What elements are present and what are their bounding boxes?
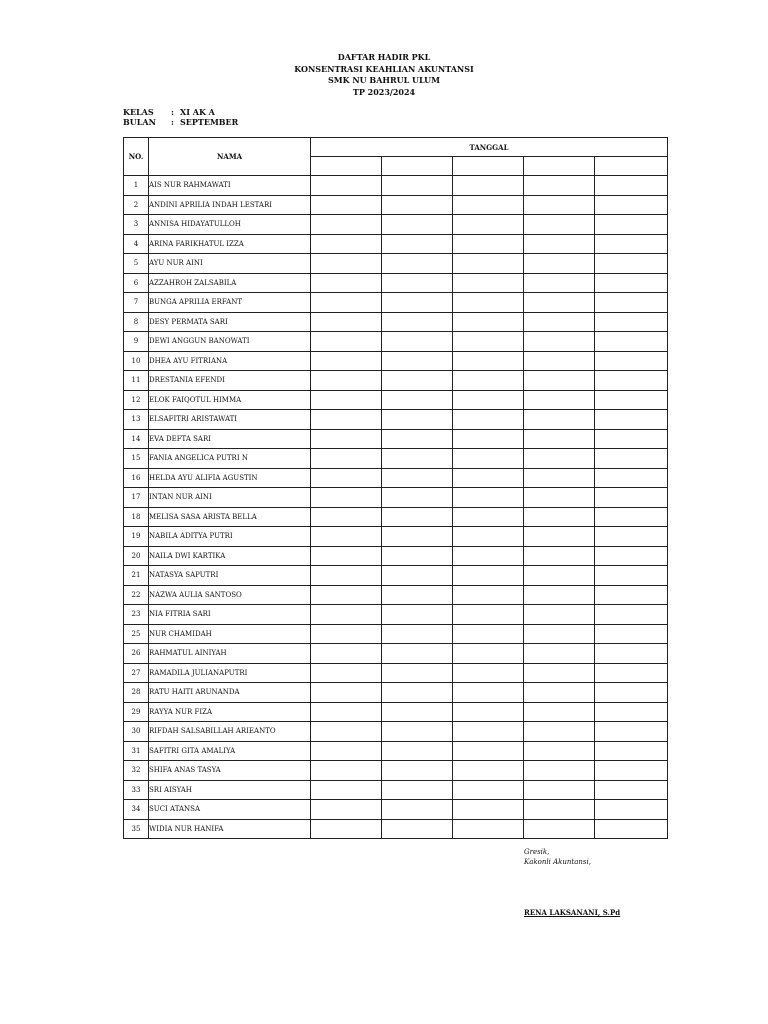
attendance-cell — [382, 488, 453, 508]
table-row — [124, 780, 668, 800]
attendance-cell — [382, 390, 453, 410]
row-number: 10 — [124, 351, 149, 371]
row-number: 20 — [124, 546, 149, 566]
table-row — [124, 663, 668, 683]
kelas-info — [123, 107, 215, 117]
row-number: 22 — [124, 585, 149, 605]
attendance-cell — [595, 410, 668, 430]
student-name: RIFDAH SALSABILLAH ARIEANTO — [149, 722, 311, 742]
attendance-cell — [382, 624, 453, 644]
table-row — [124, 507, 668, 527]
attendance-cell — [524, 449, 595, 469]
attendance-cell — [382, 800, 453, 820]
attendance-cell — [453, 527, 524, 547]
table-row — [124, 273, 668, 293]
attendance-cell — [595, 702, 668, 722]
attendance-cell — [524, 761, 595, 781]
student-name: DEWI ANGGUN BANOWATI — [149, 332, 311, 352]
attendance-cell — [311, 624, 382, 644]
attendance-cell — [311, 819, 382, 839]
attendance-cell — [311, 273, 382, 293]
table-row — [124, 312, 668, 332]
attendance-cell — [311, 390, 382, 410]
attendance-cell — [311, 234, 382, 254]
title-line-3: SMK NU BAHRUL ULUM — [327, 75, 440, 85]
attendance-cell — [453, 176, 524, 196]
attendance-cell — [524, 585, 595, 605]
attendance-cell — [311, 780, 382, 800]
attendance-cell — [595, 663, 668, 683]
row-number: 2 — [124, 195, 149, 215]
attendance-cell — [524, 312, 595, 332]
attendance-cell — [595, 546, 668, 566]
row-number: 28 — [124, 683, 149, 703]
header-tanggal: TANGGAL — [311, 138, 668, 157]
attendance-cell — [524, 371, 595, 391]
attendance-cell — [453, 371, 524, 391]
attendance-cell — [453, 390, 524, 410]
attendance-cell — [595, 800, 668, 820]
row-number: 15 — [124, 449, 149, 469]
attendance-cell — [453, 332, 524, 352]
attendance-cell — [524, 293, 595, 313]
attendance-cell — [311, 800, 382, 820]
attendance-cell — [382, 566, 453, 586]
attendance-cell — [453, 800, 524, 820]
student-name: MELISA SASA ARISTA BELLA — [149, 507, 311, 527]
attendance-cell — [382, 507, 453, 527]
attendance-cell — [311, 195, 382, 215]
attendance-cell — [382, 371, 453, 391]
table-row — [124, 702, 668, 722]
attendance-cell — [524, 741, 595, 761]
attendance-cell — [453, 312, 524, 332]
table-row — [124, 390, 668, 410]
attendance-cell — [311, 546, 382, 566]
attendance-cell — [382, 741, 453, 761]
row-number: 9 — [124, 332, 149, 352]
attendance-cell — [453, 546, 524, 566]
attendance-cell — [311, 566, 382, 586]
student-name: NATASYA SAPUTRI — [149, 566, 311, 586]
row-number: 13 — [124, 410, 149, 430]
row-number: 14 — [124, 429, 149, 449]
title-line-2: KONSENTRASI KEAHLIAN AKUNTANSI — [294, 63, 474, 74]
attendance-cell — [524, 429, 595, 449]
bulan-label: BULAN — [123, 117, 156, 127]
attendance-cell — [311, 468, 382, 488]
attendance-cell — [311, 527, 382, 547]
kelas-label: KELAS — [123, 107, 154, 117]
attendance-cell — [382, 293, 453, 313]
attendance-cell — [311, 351, 382, 371]
student-name: AIS NUR RAHMAWATI — [149, 176, 311, 196]
attendance-cell — [453, 410, 524, 430]
attendance-cell — [311, 644, 382, 664]
attendance-cell — [382, 176, 453, 196]
table-row — [124, 644, 668, 664]
row-number: 12 — [124, 390, 149, 410]
attendance-cell — [524, 566, 595, 586]
attendance-cell — [311, 761, 382, 781]
table-row — [124, 234, 668, 254]
attendance-cell — [595, 429, 668, 449]
attendance-cell — [524, 390, 595, 410]
row-number: 18 — [124, 507, 149, 527]
attendance-cell — [382, 527, 453, 547]
attendance-cell — [382, 761, 453, 781]
row-number: 25 — [124, 624, 149, 644]
student-name: INTAN NUR AINI — [149, 488, 311, 508]
attendance-cell — [382, 644, 453, 664]
bulan-value: SEPTEMBER — [180, 117, 239, 127]
attendance-cell — [524, 332, 595, 352]
attendance-cell — [595, 683, 668, 703]
attendance-cell — [524, 488, 595, 508]
attendance-cell — [453, 683, 524, 703]
attendance-cell — [595, 468, 668, 488]
date-cell-header — [453, 157, 524, 176]
header-nama: NAMA — [149, 138, 311, 176]
attendance-cell — [453, 605, 524, 625]
attendance-cell — [453, 195, 524, 215]
row-number: 16 — [124, 468, 149, 488]
attendance-cell — [453, 722, 524, 742]
attendance-cell — [524, 644, 595, 664]
attendance-cell — [382, 722, 453, 742]
table-row — [124, 488, 668, 508]
attendance-cell — [595, 234, 668, 254]
table-row — [124, 800, 668, 820]
attendance-table — [123, 137, 668, 839]
attendance-cell — [595, 507, 668, 527]
attendance-cell — [524, 234, 595, 254]
attendance-cell — [382, 605, 453, 625]
attendance-cell — [453, 488, 524, 508]
attendance-cell — [453, 663, 524, 683]
attendance-cell — [453, 449, 524, 469]
table-row — [124, 176, 668, 196]
attendance-cell — [382, 332, 453, 352]
attendance-cell — [382, 312, 453, 332]
date-cell-header — [311, 157, 382, 176]
attendance-cell — [453, 234, 524, 254]
attendance-cell — [524, 351, 595, 371]
attendance-cell — [524, 546, 595, 566]
attendance-cell — [595, 761, 668, 781]
attendance-cell — [311, 683, 382, 703]
attendance-cell — [524, 410, 595, 430]
student-name: NABILA ADITYA PUTRI — [149, 527, 311, 547]
attendance-cell — [524, 819, 595, 839]
row-number: 32 — [124, 761, 149, 781]
attendance-cell — [382, 410, 453, 430]
attendance-cell — [382, 273, 453, 293]
attendance-cell — [524, 722, 595, 742]
row-number: 33 — [124, 780, 149, 800]
row-number: 1 — [124, 176, 149, 196]
table-row — [124, 527, 668, 547]
attendance-cell — [453, 585, 524, 605]
table-row — [124, 293, 668, 313]
attendance-cell — [382, 234, 453, 254]
table-row — [124, 624, 668, 644]
attendance-cell — [311, 312, 382, 332]
attendance-cell — [595, 780, 668, 800]
attendance-cell — [382, 683, 453, 703]
attendance-cell — [311, 663, 382, 683]
attendance-cell — [595, 449, 668, 469]
row-number: 19 — [124, 527, 149, 547]
attendance-cell — [453, 566, 524, 586]
attendance-cell — [311, 293, 382, 313]
attendance-cell — [595, 566, 668, 586]
attendance-cell — [453, 780, 524, 800]
attendance-cell — [453, 507, 524, 527]
attendance-cell — [382, 780, 453, 800]
student-name: DESY PERMATA SARI — [149, 312, 311, 332]
row-number: 6 — [124, 273, 149, 293]
attendance-cell — [524, 273, 595, 293]
attendance-cell — [311, 215, 382, 235]
attendance-cell — [453, 741, 524, 761]
bulan-info — [123, 117, 238, 127]
attendance-cell — [453, 254, 524, 274]
attendance-cell — [453, 624, 524, 644]
attendance-cell — [524, 780, 595, 800]
kelas-colon: : — [171, 107, 174, 117]
attendance-cell — [453, 273, 524, 293]
attendance-cell — [524, 507, 595, 527]
attendance-cell — [311, 585, 382, 605]
attendance-cell — [382, 702, 453, 722]
attendance-cell — [311, 371, 382, 391]
row-number: 4 — [124, 234, 149, 254]
student-name: NAZWA AULIA SANTOSO — [149, 585, 311, 605]
row-number: 8 — [124, 312, 149, 332]
student-name: HELDA AYU ALIFIA AGUSTIN — [149, 468, 311, 488]
row-number: 35 — [124, 819, 149, 839]
student-name: NIA FITRIA SARI — [149, 605, 311, 625]
student-name: FANIA ANGELICA PUTRI N — [149, 449, 311, 469]
table-row — [124, 254, 668, 274]
attendance-cell — [595, 293, 668, 313]
table-row — [124, 332, 668, 352]
attendance-cell — [595, 371, 668, 391]
table-row — [124, 761, 668, 781]
attendance-cell — [595, 195, 668, 215]
student-name: AZZAHROH ZALSABILA — [149, 273, 311, 293]
table-row — [124, 351, 668, 371]
attendance-cell — [382, 585, 453, 605]
table-row — [124, 605, 668, 625]
attendance-cell — [595, 722, 668, 742]
attendance-cell — [524, 176, 595, 196]
attendance-cell — [595, 254, 668, 274]
attendance-cell — [382, 468, 453, 488]
attendance-cell — [311, 449, 382, 469]
attendance-cell — [311, 722, 382, 742]
student-name: RATU HAITI ARUNANDA — [149, 683, 311, 703]
attendance-cell — [524, 683, 595, 703]
attendance-cell — [382, 429, 453, 449]
student-name: SRI AISYAH — [149, 780, 311, 800]
bulan-colon: : — [171, 117, 174, 127]
row-number: 23 — [124, 605, 149, 625]
student-name: NAILA DWI KARTIKA — [149, 546, 311, 566]
attendance-cell — [524, 800, 595, 820]
attendance-cell — [595, 624, 668, 644]
attendance-cell — [382, 195, 453, 215]
table-row — [124, 566, 668, 586]
date-cell-header — [595, 157, 668, 176]
attendance-cell — [453, 644, 524, 664]
attendance-cell — [311, 605, 382, 625]
table-row — [124, 585, 668, 605]
attendance-cell — [453, 761, 524, 781]
table-row — [124, 683, 668, 703]
attendance-cell — [524, 215, 595, 235]
student-name: DHEA AYU FITRIANA — [149, 351, 311, 371]
signature-name: RENA LAKSANANI, S.Pd — [524, 908, 621, 917]
attendance-cell — [311, 702, 382, 722]
row-number: 27 — [124, 663, 149, 683]
table-row — [124, 449, 668, 469]
attendance-cell — [595, 215, 668, 235]
table-row — [124, 741, 668, 761]
attendance-cell — [524, 605, 595, 625]
attendance-cell — [453, 429, 524, 449]
table-row — [124, 468, 668, 488]
attendance-cell — [524, 702, 595, 722]
student-name: SAFITRI GITA AMALIYA — [149, 741, 311, 761]
student-name: ARINA FARIKHATUL IZZA — [149, 234, 311, 254]
row-number: 5 — [124, 254, 149, 274]
date-cell-header — [524, 157, 595, 176]
attendance-cell — [382, 215, 453, 235]
attendance-cell — [524, 624, 595, 644]
attendance-cell — [382, 254, 453, 274]
attendance-cell — [311, 332, 382, 352]
attendance-cell — [595, 351, 668, 371]
attendance-cell — [524, 468, 595, 488]
row-number: 30 — [124, 722, 149, 742]
row-number: 29 — [124, 702, 149, 722]
attendance-cell — [453, 702, 524, 722]
header-no: NO. — [124, 138, 149, 176]
signature-role: Kakonli Akuntansi, — [524, 858, 591, 866]
attendance-cell — [595, 273, 668, 293]
attendance-cell — [595, 527, 668, 547]
student-name: ANNISA HIDAYATULLOH — [149, 215, 311, 235]
document-header — [0, 52, 768, 98]
student-name: EVA DEFTA SARI — [149, 429, 311, 449]
student-name: SUCI ATANSA — [149, 800, 311, 820]
date-cell-header — [382, 157, 453, 176]
attendance-cell — [311, 410, 382, 430]
attendance-cell — [382, 351, 453, 371]
table-row — [124, 371, 668, 391]
attendance-cell — [453, 215, 524, 235]
row-number: 34 — [124, 800, 149, 820]
attendance-cell — [595, 741, 668, 761]
table-row — [124, 195, 668, 215]
row-number: 17 — [124, 488, 149, 508]
attendance-cell — [382, 663, 453, 683]
table-body — [124, 176, 668, 839]
attendance-cell — [595, 644, 668, 664]
row-number: 3 — [124, 215, 149, 235]
table-row — [124, 819, 668, 839]
attendance-cell — [453, 351, 524, 371]
attendance-cell — [311, 741, 382, 761]
signature-city: Gresik, — [524, 848, 550, 856]
student-name: RAMADILA JULIANAPUTRI — [149, 663, 311, 683]
row-number: 31 — [124, 741, 149, 761]
attendance-cell — [311, 254, 382, 274]
student-name: ANDINI APRILIA INDAH LESTARI — [149, 195, 311, 215]
row-number: 7 — [124, 293, 149, 313]
attendance-cell — [453, 819, 524, 839]
student-name: NUR CHAMIDAH — [149, 624, 311, 644]
attendance-cell — [595, 819, 668, 839]
student-name: ELSAFITRI ARISTAWATI — [149, 410, 311, 430]
attendance-cell — [595, 332, 668, 352]
kelas-value: XI AK A — [180, 107, 215, 117]
attendance-cell — [311, 429, 382, 449]
row-number: 26 — [124, 644, 149, 664]
table-row — [124, 429, 668, 449]
attendance-cell — [311, 507, 382, 527]
student-name: RAHMATUL AINIYAH — [149, 644, 311, 664]
table-row — [124, 546, 668, 566]
attendance-cell — [595, 585, 668, 605]
table-row — [124, 722, 668, 742]
attendance-cell — [524, 254, 595, 274]
student-name: ELOK FAIQOTUL HIMMA — [149, 390, 311, 410]
row-number: 21 — [124, 566, 149, 586]
student-name: WIDIA NUR HANIFA — [149, 819, 311, 839]
student-name: DRESTANIA EFENDI — [149, 371, 311, 391]
table-row — [124, 410, 668, 430]
student-name: RAYYA NUR FIZA — [149, 702, 311, 722]
attendance-cell — [453, 468, 524, 488]
attendance-cell — [595, 488, 668, 508]
attendance-cell — [453, 293, 524, 313]
title-line-4: TP 2023/2024 — [352, 86, 416, 97]
attendance-cell — [382, 819, 453, 839]
attendance-cell — [595, 312, 668, 332]
attendance-cell — [524, 195, 595, 215]
attendance-cell — [311, 488, 382, 508]
student-name: BUNGA APRILIA ERFANT — [149, 293, 311, 313]
table-row — [124, 215, 668, 235]
attendance-cell — [524, 527, 595, 547]
student-name: SHIFA ANAS TASYA — [149, 761, 311, 781]
attendance-cell — [382, 449, 453, 469]
student-name: AYU NUR AINI — [149, 254, 311, 274]
attendance-cell — [524, 663, 595, 683]
title-line-1: DAFTAR HADIR PKL — [337, 52, 431, 62]
attendance-cell — [595, 605, 668, 625]
attendance-cell — [311, 176, 382, 196]
row-number: 11 — [124, 371, 149, 391]
attendance-cell — [382, 546, 453, 566]
attendance-cell — [595, 390, 668, 410]
attendance-cell — [595, 176, 668, 196]
